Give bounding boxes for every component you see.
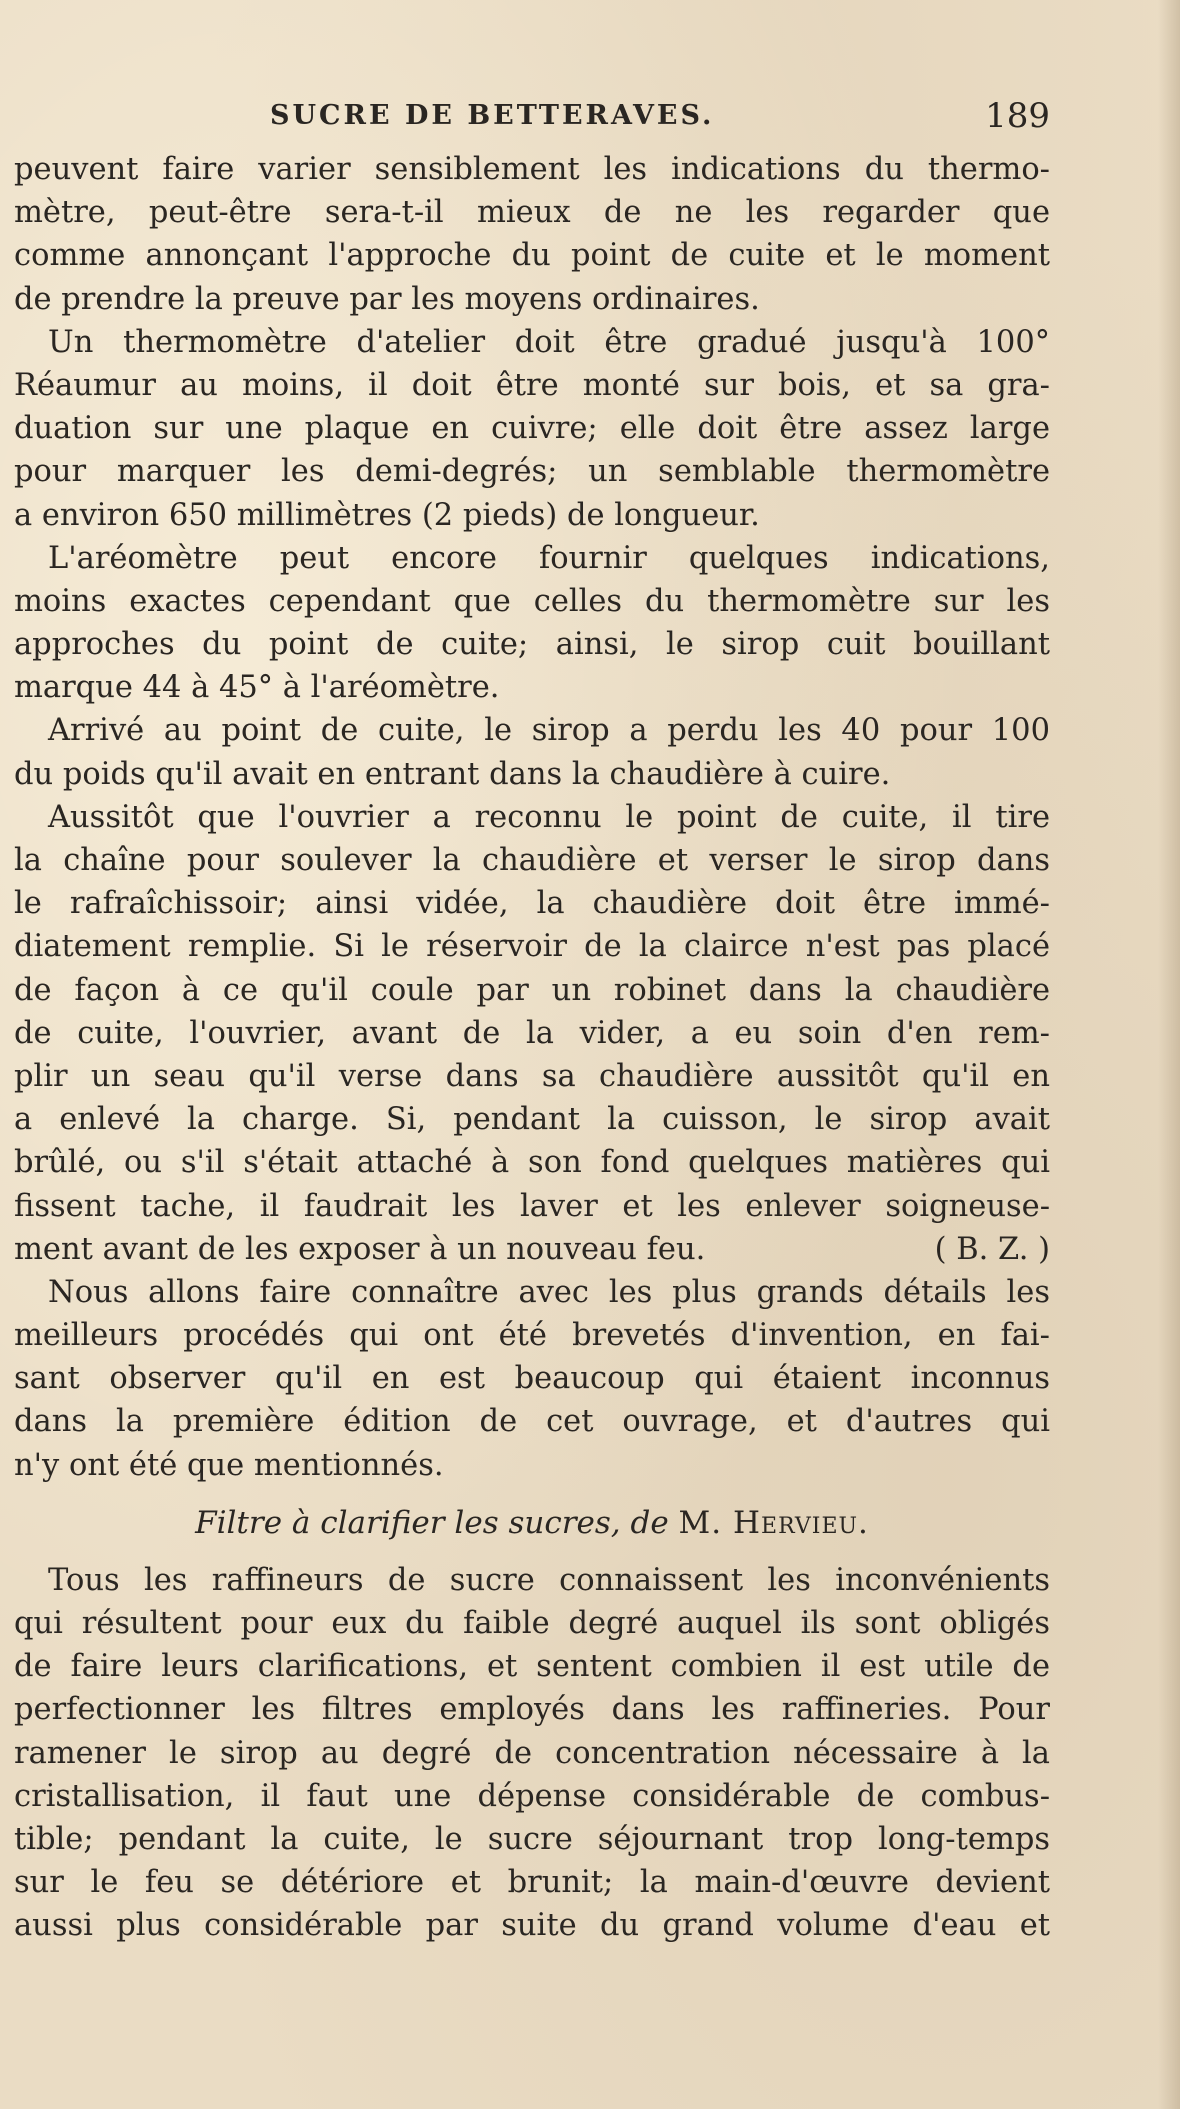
text-line: qui résultent pour eux du faible degré auquel ils sont obligés	[14, 1606, 1050, 1641]
paragraph-procedes	[14, 1271, 1050, 1487]
text-line-with-signature	[14, 1228, 1050, 1271]
text-line: marque 44 à 45° à l'aréomètre.	[14, 670, 500, 706]
text-line: Tous les raffineurs de sucre connaissent les inconvénients	[48, 1562, 1050, 1598]
text-line: sant observer qu'il en est beaucoup qui étaient inconnus	[14, 1361, 1050, 1397]
text-line: de prendre la preuve par les moyens ordinaires.	[14, 281, 760, 317]
text-line: Aussitôt que l'ouvrier a reconnu le point de cuite, il tire	[48, 799, 1050, 835]
paragraph-raffineurs	[14, 1559, 1050, 1948]
author-signature: ( B. Z. )	[934, 1231, 1050, 1267]
section-title-name: M. Hervieu.	[678, 1504, 869, 1541]
paragraph-continuation	[14, 148, 1050, 321]
page-edge-shadow	[1158, 0, 1180, 2109]
text-line: diatement remplie. Si le réservoir de la clairce n'est pas placé	[14, 929, 1050, 965]
paragraph-cuite	[14, 709, 1050, 795]
section-title-italic: Filtre à clarifier les sucres,	[195, 1504, 621, 1541]
text-line-end: ment avant de les exposer à un nouveau feu.	[14, 1231, 706, 1267]
text-line: de façon à ce qu'il coule par un robinet dans la chaudière	[14, 972, 1050, 1008]
running-head: SUCRE DE BETTERAVES.	[270, 100, 715, 131]
text-line: n'y ont été que mentionnés.	[14, 1447, 444, 1483]
text-line: tible; pendant la cuite, le sucre séjournant trop long-temps	[14, 1821, 1050, 1857]
text-line: de faire leurs clarifications, et sentent combien il est utile de	[14, 1649, 1050, 1685]
text-line: la chaîne pour soulever la chaudière et verser le sirop dans	[14, 843, 1050, 878]
text-line: plir un seau qu'il verse dans sa chaudière aussitôt qu'il en	[14, 1058, 1050, 1094]
text-line: a environ 650 millimètres (2 pieds) de longueur.	[14, 497, 760, 533]
text-line: Nous allons faire connaître avec les plus grands détails les	[48, 1274, 1050, 1310]
text-line: a enlevé la charge. Si, pendant la cuisson, le sirop avait	[14, 1102, 1050, 1138]
text-line: le rafraîchissoir; ainsi vidée, la chaudière doit être immé-	[14, 886, 1050, 922]
text-line: Réaumur au moins, il doit être monté sur bois, et sa gra-	[14, 367, 1050, 403]
text-line: Un thermomètre d'atelier doit être gradué jusqu'à 100°	[48, 324, 1050, 360]
text-body	[14, 148, 1050, 1948]
text-line: sur le feu se détériore et brunit; la main-d'œuvre devient	[14, 1865, 1050, 1901]
text-line: L'aréomètre peut encore fournir quelques indications,	[48, 540, 1050, 576]
text-line: dans la première édition de cet ouvrage, et d'autres qui	[14, 1404, 1050, 1440]
text-line: Arrivé au point de cuite, le sirop a perdu les 40 pour 100	[48, 713, 1050, 749]
text-line: meilleurs procédés qui ont été brevetés d'invention, en fai-	[14, 1318, 1050, 1354]
text-line: moins exactes cependant que celles du thermomètre sur les	[14, 583, 1050, 619]
text-line: comme annonçant l'approche du point de cuite et le moment	[14, 238, 1050, 274]
section-title-de: de	[630, 1504, 669, 1541]
text-line: du poids qu'il avait en entrant dans la chaudière à cuire.	[14, 756, 891, 792]
text-line: brûlé, ou s'il s'était attaché à son fond quelques matières qui	[14, 1145, 1050, 1181]
paragraph-thermometer	[14, 321, 1050, 537]
text-line: de cuite, l'ouvrier, avant de la vider, a eu soin d'en rem-	[14, 1015, 1050, 1051]
section-title	[14, 1487, 1050, 1559]
text-line: ramener le sirop au degré de concentration nécessaire à la	[14, 1735, 1050, 1771]
page-number: 189	[985, 96, 1050, 136]
text-line: pour marquer les demi-degrés; un semblable thermomètre	[14, 454, 1050, 490]
page-header	[0, 96, 1180, 148]
text-line: peuvent faire varier sensiblement les indications du thermo-	[14, 152, 1050, 187]
text-line: fissent tache, il faudrait les laver et les enlever soigneuse-	[14, 1188, 1050, 1224]
text-line: mètre, peut-être sera-t-il mieux de ne les regarder que	[14, 195, 1050, 231]
text-line: approches du point de cuite; ainsi, le sirop cuit bouillant	[14, 627, 1050, 663]
text-line: aussi plus considérable par suite du grand volume d'eau et	[14, 1908, 1050, 1944]
paragraph-areometer	[14, 537, 1050, 710]
text-line: duation sur une plaque en cuivre; elle doit être assez large	[14, 411, 1050, 447]
text-line: perfectionner les filtres employés dans les raffineries. Pour	[14, 1692, 1050, 1728]
paragraph-ouvrier	[14, 796, 1050, 1271]
text-line: cristallisation, il faut une dépense considérable de combus-	[14, 1778, 1050, 1814]
